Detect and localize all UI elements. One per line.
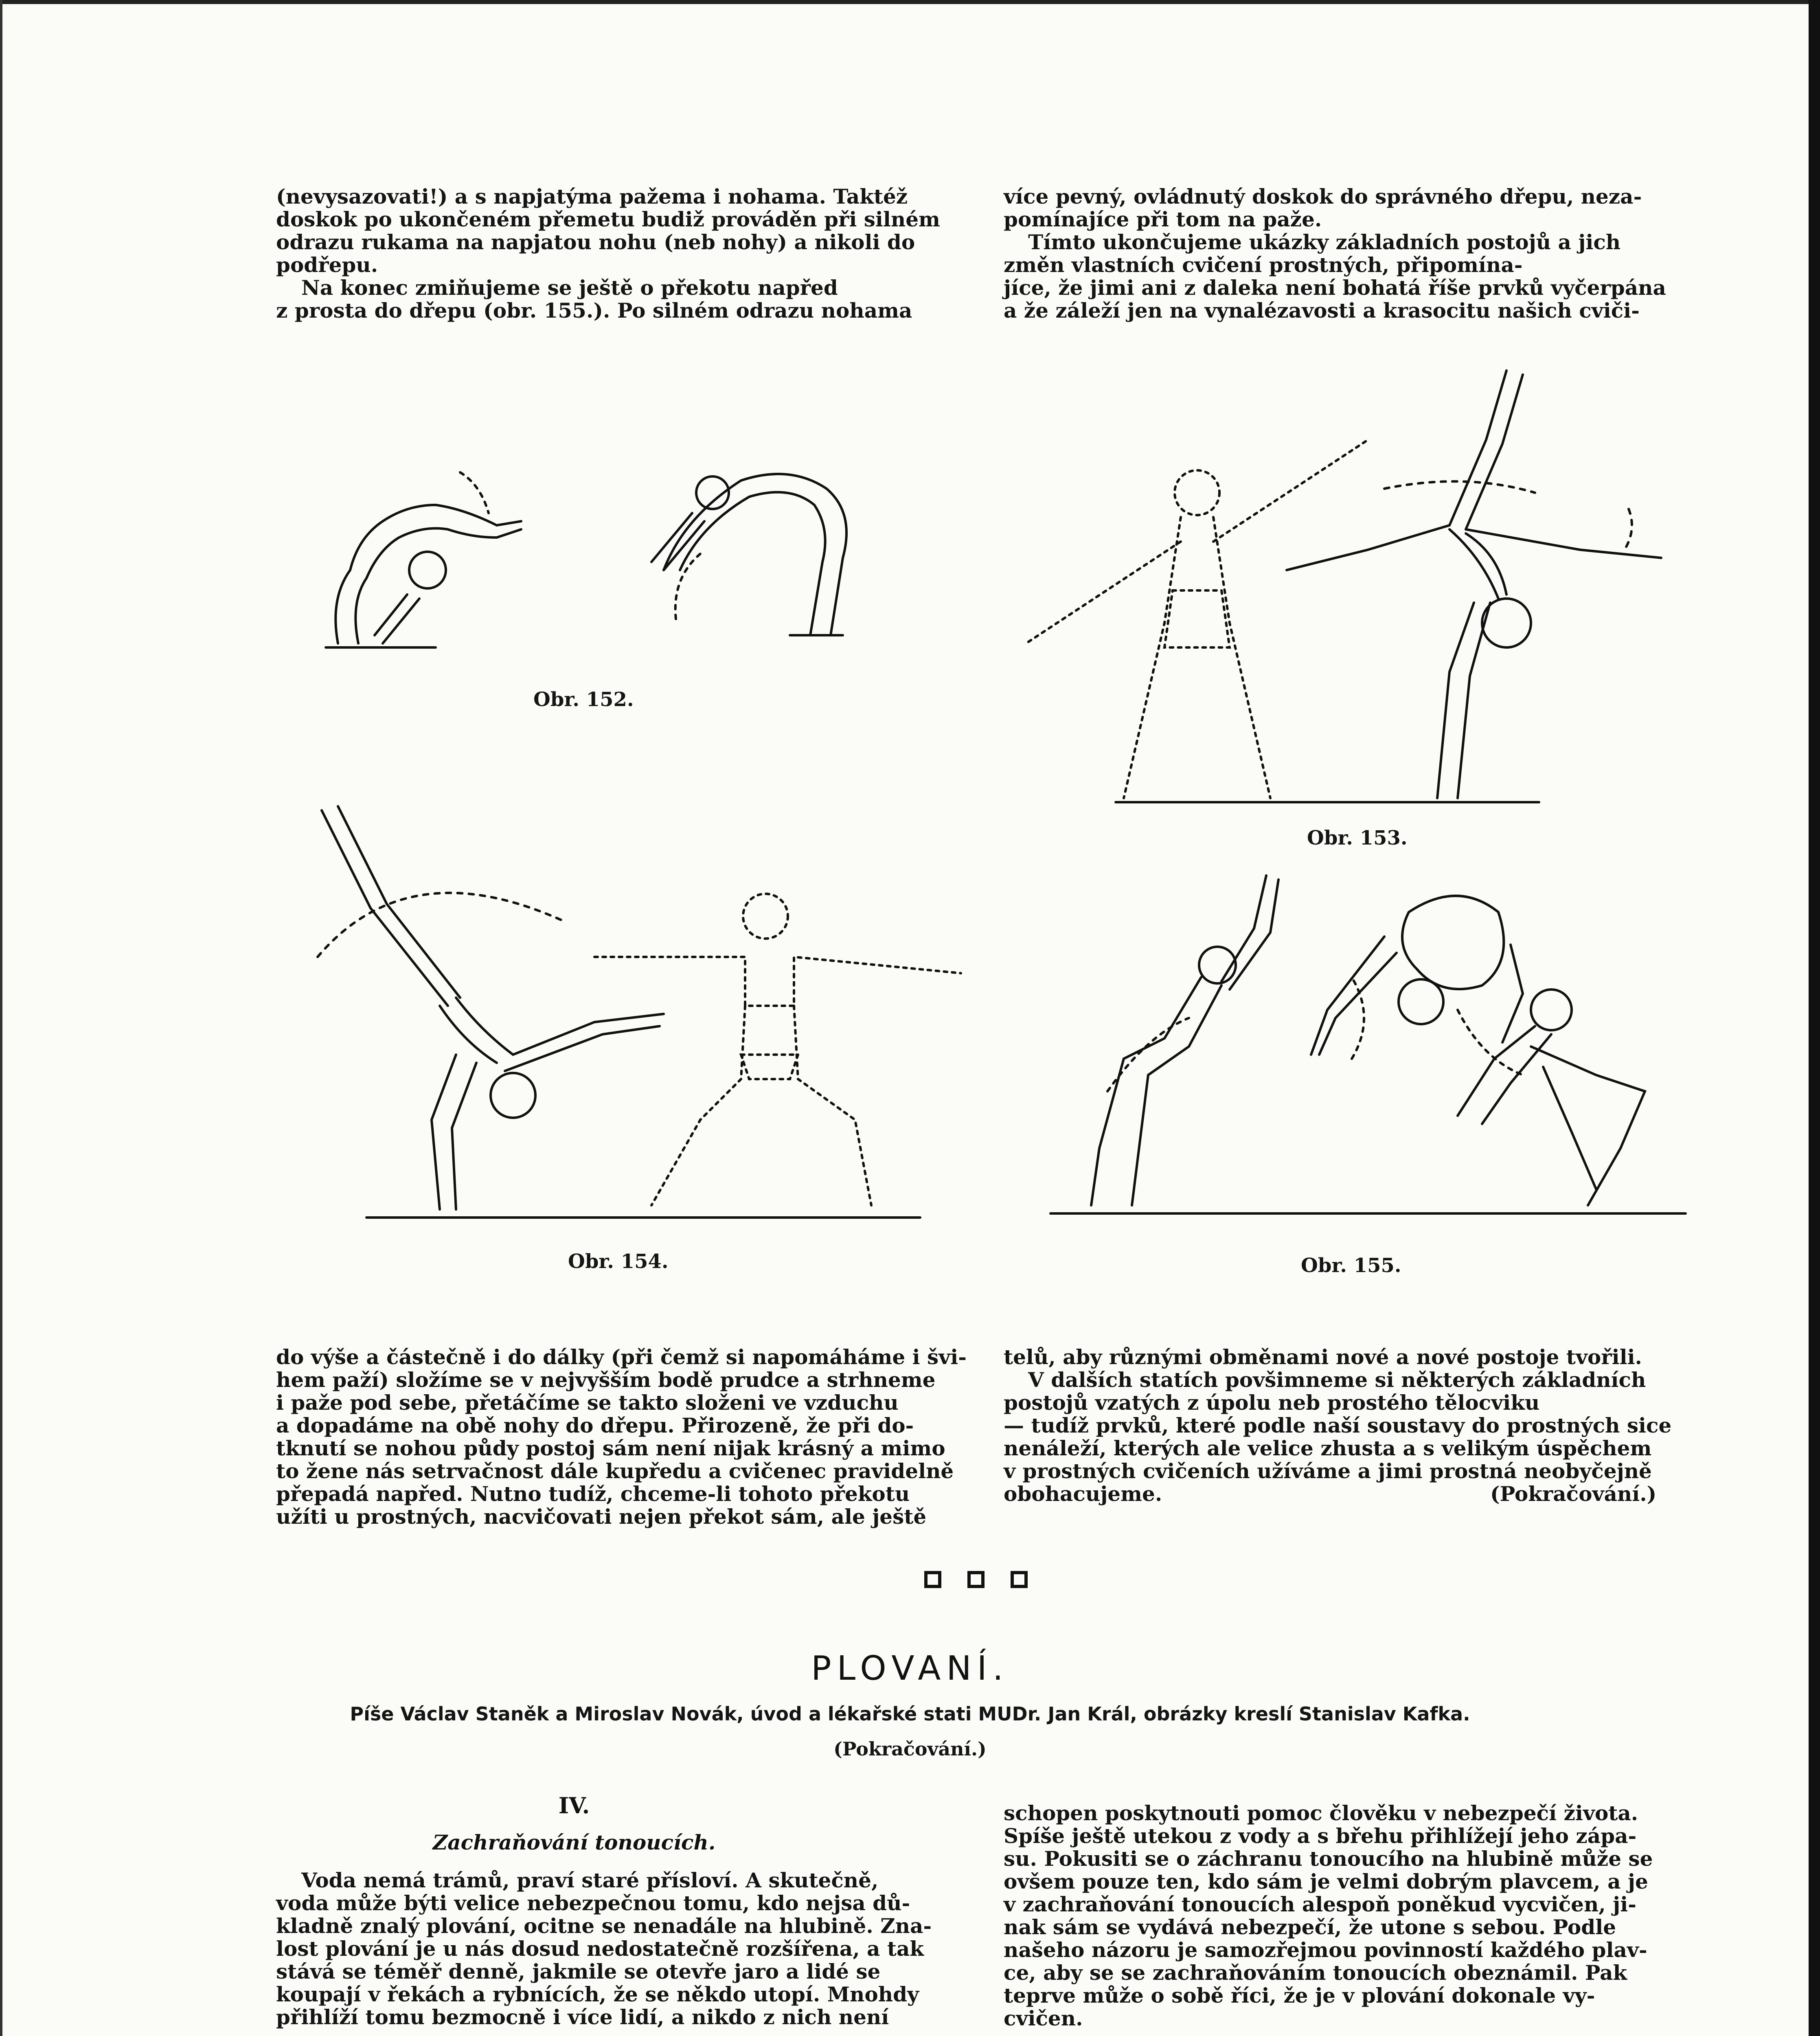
- continuation-note: (Pokračování.): [1490, 1482, 1657, 1506]
- text-line: teprve může o sobě říci, že je v plování dokonale vy-: [1004, 1983, 1595, 2007]
- text-line: (nevysazovati!) a s napjatýma pažema i nohama. Taktéž: [276, 184, 908, 208]
- text-line: lost plování je u nás dosud nedostatečně rozšířena, a tak: [276, 1937, 924, 1961]
- text-line: a že záleží jen na vynalézavosti a krasocitu našich cviči-: [1004, 298, 1640, 323]
- text-line: Na konec zmiňujeme se ještě o překotu napřed: [301, 276, 838, 300]
- text-line: to žene nás setrvačnost dále kupředu a cvičenec pravidelně: [276, 1459, 954, 1483]
- text-line: více pevný, ovládnutý doskok do správného dřepu, neza-: [1004, 184, 1642, 208]
- text-line: obohacujeme.: [1004, 1482, 1162, 1506]
- text-line: V dalších statích povšimneme si některých základních: [1028, 1368, 1646, 1392]
- text-line: ce, aby se se zachraňováním tonoucích obeznámil. Pak: [1004, 1961, 1627, 1985]
- text-line: Voda nemá trámů, praví staré přísloví. A skutečně,: [301, 1868, 879, 1892]
- scan-border-right: [1809, 0, 1820, 2036]
- figure-152-caption: Obr. 152.: [533, 688, 634, 711]
- text-line: přihlíží tomu bezmocně i více lidí, a nikdo z nich není: [276, 2005, 889, 2029]
- text-line: a dopadáme na obě nohy do dřepu. Přirozeně, že při do-: [276, 1413, 914, 1437]
- article-byline: Píše Václav Staněk a Miroslav Novák, úvod a lékařské stati MUDr. Jan Král, obrázky kreslí Stanislav Kafka.: [350, 1703, 1470, 1725]
- text-line: Spíše ještě utekou z vody a s břehu přihlížejí jeho zápa-: [1004, 1824, 1637, 1848]
- divider-square-icon: [924, 1571, 941, 1588]
- text-line: našeho názoru je samozřejmou povinností každého plav-: [1004, 1938, 1647, 1962]
- text-line: v zachraňování tonoucích alespoň poněkud vycvičen, ji-: [1004, 1892, 1636, 1916]
- text-line: schopen poskytnouti pomoc člověku v nebezpečí života.: [1004, 1801, 1638, 1825]
- text-line: telů, aby různými obměnami nové a nové postoje tvořili.: [1004, 1345, 1642, 1369]
- text-line: hem paží) složíme se v nejvyšším bodě prudce a strhneme: [276, 1368, 936, 1392]
- figure-152-drawing: [301, 407, 912, 660]
- text-line: nak sám se vydává nebezpečí, že utone s sebou. Podle: [1004, 1915, 1616, 1939]
- text-line: z prosta do dřepu (obr. 155.). Po silném odrazu nohama: [276, 298, 912, 323]
- article-continued: (Pokračování.): [833, 1738, 987, 1760]
- figure-154-caption: Obr. 154.: [568, 1250, 669, 1273]
- text-line: jíce, že jimi ani z daleka není bohatá říše prvků vyčerpána: [1004, 276, 1666, 300]
- text-line: stává se téměř denně, jakmile se otevře jaro a lidé se: [276, 1959, 881, 1983]
- text-line: změn vlastních cvičení prostných, připomína-: [1004, 253, 1523, 277]
- text-line: přepadá napřed. Nutno tudíž, chceme-li tohoto překotu: [276, 1482, 910, 1506]
- text-line: voda může býti velice nebezpečnou tomu, kdo nejsa dů-: [276, 1891, 910, 1915]
- text-line: pomínajíce při tom na paže.: [1004, 207, 1322, 231]
- scan-border-left: [0, 0, 2, 2036]
- section-title: Zachraňování tonoucích.: [432, 1830, 716, 1854]
- text-line: — tudíž prvků, které podle naší soustavy do prostných sice: [1004, 1413, 1672, 1437]
- text-line: kladně znalý plování, ocitne se nenadále na hlubině. Zna-: [276, 1914, 932, 1938]
- text-line: v prostných cvičeních užíváme a jimi prostná neobyčejně: [1004, 1459, 1652, 1483]
- text-line: Tímto ukončujeme ukázky základních postojů a jich: [1028, 230, 1621, 254]
- text-line: postojů vzatých z úpolu neb prostého tělocviku: [1004, 1391, 1540, 1415]
- text-line: odrazu rukama na napjatou nohu (neb nohy) a nikoli do: [276, 230, 915, 254]
- text-line: cvičen.: [1004, 2006, 1083, 2030]
- figure-155-drawing: [1042, 863, 1702, 1222]
- section-divider: [924, 1571, 1028, 1588]
- figure-153-caption: Obr. 153.: [1307, 827, 1408, 849]
- text-line: do výše a částečně i do dálky (při čemž si napomáháme i švi-: [276, 1345, 967, 1369]
- text-line: podřepu.: [276, 253, 378, 277]
- figure-155-caption: Obr. 155.: [1301, 1254, 1401, 1277]
- text-line: nenáleží, kterých ale velice zhusta a s velikým úspěchem: [1004, 1436, 1652, 1460]
- section-number: IV.: [558, 1792, 590, 1819]
- text-line: užíti u prostných, nacvičovati nejen překot sám, ale ještě: [276, 1505, 927, 1529]
- text-line: ovšem pouze ten, kdo sám je velmi dobrým plavcem, a je: [1004, 1869, 1648, 1893]
- text-line: i paže pod sebe, přetáčíme se takto složeni ve vzduchu: [276, 1391, 899, 1415]
- text-line: tknutí se nohou půdy postoj sám není nijak krásný a mimo: [276, 1436, 945, 1460]
- scan-border-top: [0, 0, 1820, 4]
- divider-square-icon: [1011, 1571, 1028, 1588]
- article-title: PLOVANÍ.: [811, 1649, 1009, 1688]
- figure-153-drawing: [1018, 338, 1702, 814]
- text-line: doskok po ukončeném přemetu budiž prováděn při silném: [276, 207, 940, 231]
- text-line: su. Pokusiti se o záchranu tonoucího na hlubině může se: [1004, 1847, 1653, 1871]
- divider-square-icon: [967, 1571, 985, 1588]
- figure-154-drawing: [285, 794, 977, 1226]
- text-line: koupají v řekách a rybnících, že se někdo utopí. Mnohdy: [276, 1982, 919, 2006]
